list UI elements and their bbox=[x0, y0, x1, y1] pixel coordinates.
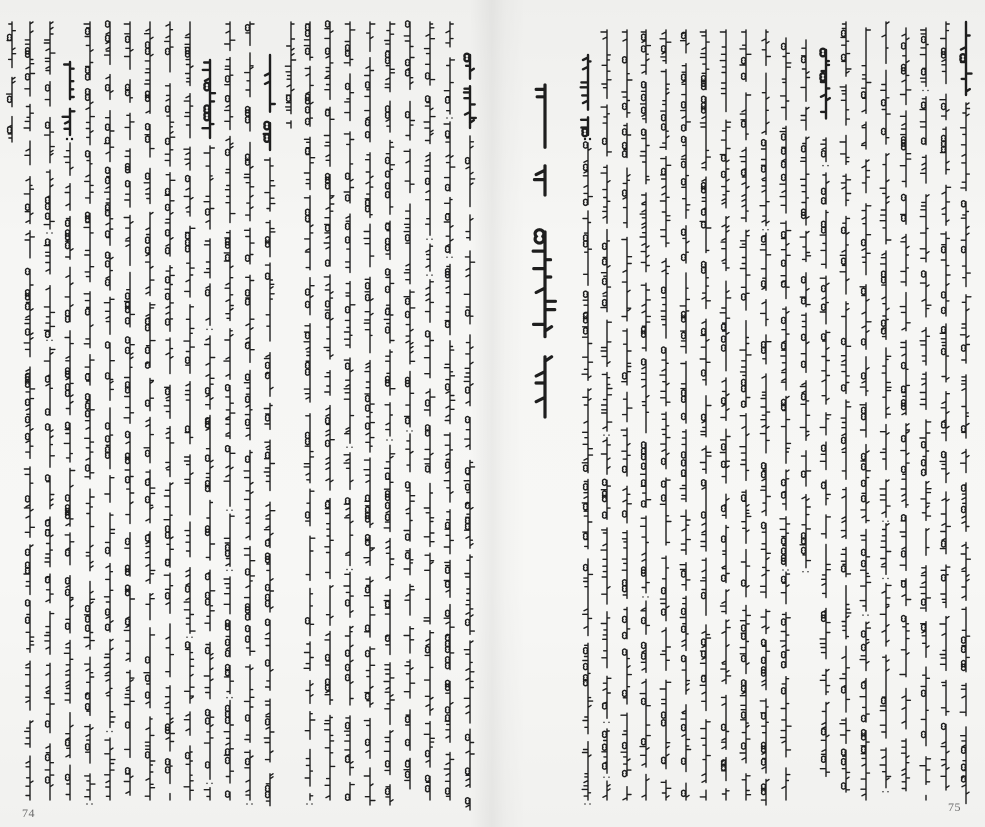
text-column bbox=[880, 22, 891, 792]
text-column bbox=[780, 38, 791, 800]
column-script-line bbox=[124, 22, 134, 795]
column-script-line bbox=[424, 22, 435, 800]
text-column bbox=[104, 21, 115, 800]
text-column bbox=[940, 22, 951, 790]
column-script-line bbox=[601, 30, 612, 800]
column-script-line bbox=[820, 138, 831, 776]
column-heading-word bbox=[203, 60, 216, 138]
column-heading-word bbox=[464, 54, 476, 128]
right-page-text-block bbox=[533, 22, 971, 805]
column-script-line bbox=[780, 38, 791, 800]
text-column bbox=[860, 28, 871, 800]
column-script-line bbox=[720, 30, 731, 800]
text-column bbox=[640, 30, 651, 800]
text-column bbox=[285, 22, 295, 128]
column-script-line bbox=[204, 146, 215, 800]
column-script-line bbox=[740, 30, 751, 800]
text-column bbox=[700, 30, 711, 800]
text-column bbox=[760, 30, 771, 805]
text-column bbox=[203, 60, 216, 800]
column-script-line bbox=[840, 22, 851, 792]
text-column bbox=[184, 22, 195, 800]
text-column bbox=[84, 22, 95, 804]
column-script-line bbox=[344, 22, 355, 800]
column-script-line bbox=[64, 143, 75, 800]
page-number-left: 74 bbox=[22, 806, 35, 820]
text-column bbox=[581, 55, 593, 804]
column-script-line bbox=[304, 22, 315, 804]
text-column bbox=[63, 62, 75, 800]
column-script-line bbox=[920, 28, 931, 800]
text-column bbox=[44, 22, 55, 800]
column-script-line bbox=[680, 30, 691, 800]
column-script-line bbox=[24, 22, 35, 800]
column-script-line bbox=[364, 22, 375, 805]
text-column bbox=[444, 22, 455, 800]
column-script-line bbox=[960, 103, 971, 804]
column-script-line bbox=[384, 22, 395, 805]
column-script-line bbox=[444, 22, 455, 800]
text-column bbox=[164, 22, 175, 800]
left-page-text-block bbox=[7, 21, 476, 810]
text-column bbox=[144, 22, 155, 800]
text-column bbox=[740, 30, 751, 800]
column-heading-word bbox=[63, 62, 75, 139]
column-script-line bbox=[104, 21, 115, 800]
column-script-line bbox=[324, 21, 335, 800]
column-heading-word bbox=[581, 55, 591, 139]
column-script-line bbox=[880, 22, 891, 792]
column-script-line bbox=[660, 30, 671, 800]
chapter-title-word bbox=[533, 230, 555, 417]
column-script-line bbox=[582, 142, 593, 804]
text-column bbox=[621, 30, 632, 800]
text-column bbox=[464, 54, 476, 810]
column-script-line bbox=[144, 22, 155, 800]
text-column bbox=[660, 30, 671, 800]
column-script-line bbox=[700, 30, 711, 800]
text-column bbox=[224, 22, 235, 800]
column-script-line bbox=[621, 30, 632, 800]
text-column bbox=[344, 22, 355, 800]
column-script-line bbox=[244, 22, 255, 804]
column-script-line bbox=[285, 22, 295, 128]
text-column bbox=[7, 22, 16, 142]
column-script-line bbox=[184, 22, 195, 800]
column-heading-word bbox=[960, 22, 971, 95]
column-script-line bbox=[404, 21, 415, 789]
column-script-line bbox=[464, 136, 474, 810]
column-script-line bbox=[164, 22, 175, 800]
column-script-line bbox=[7, 22, 16, 142]
column-script-line bbox=[44, 22, 55, 800]
column-script-line bbox=[264, 158, 275, 806]
column-heading-word bbox=[820, 49, 829, 119]
text-column bbox=[800, 40, 811, 572]
column-script-line bbox=[860, 28, 871, 800]
chapter-title bbox=[533, 85, 555, 417]
text-column bbox=[920, 28, 931, 800]
text-column bbox=[124, 22, 134, 795]
column-script-line bbox=[760, 30, 771, 805]
chapter-title-word bbox=[535, 85, 546, 195]
text-column bbox=[820, 49, 831, 777]
text-column bbox=[680, 30, 691, 800]
column-script-line bbox=[940, 22, 951, 790]
text-column bbox=[960, 22, 971, 804]
text-column bbox=[720, 30, 731, 800]
text-column bbox=[384, 22, 395, 805]
column-heading-word bbox=[264, 55, 275, 150]
text-column bbox=[24, 22, 35, 800]
text-column bbox=[264, 55, 275, 806]
text-column bbox=[840, 22, 851, 792]
text-column bbox=[900, 28, 911, 791]
text-column bbox=[324, 21, 335, 800]
column-script-line bbox=[224, 22, 235, 800]
column-script-line bbox=[84, 22, 95, 804]
text-column bbox=[304, 22, 315, 804]
column-script-line bbox=[800, 40, 811, 572]
column-script-line bbox=[640, 30, 651, 800]
page-number-right: 75 bbox=[948, 800, 961, 814]
text-column bbox=[404, 21, 415, 789]
text-column bbox=[364, 22, 375, 805]
text-column bbox=[601, 30, 612, 800]
text-column bbox=[244, 22, 255, 804]
text-column bbox=[424, 22, 435, 800]
column-script-line bbox=[900, 28, 911, 791]
